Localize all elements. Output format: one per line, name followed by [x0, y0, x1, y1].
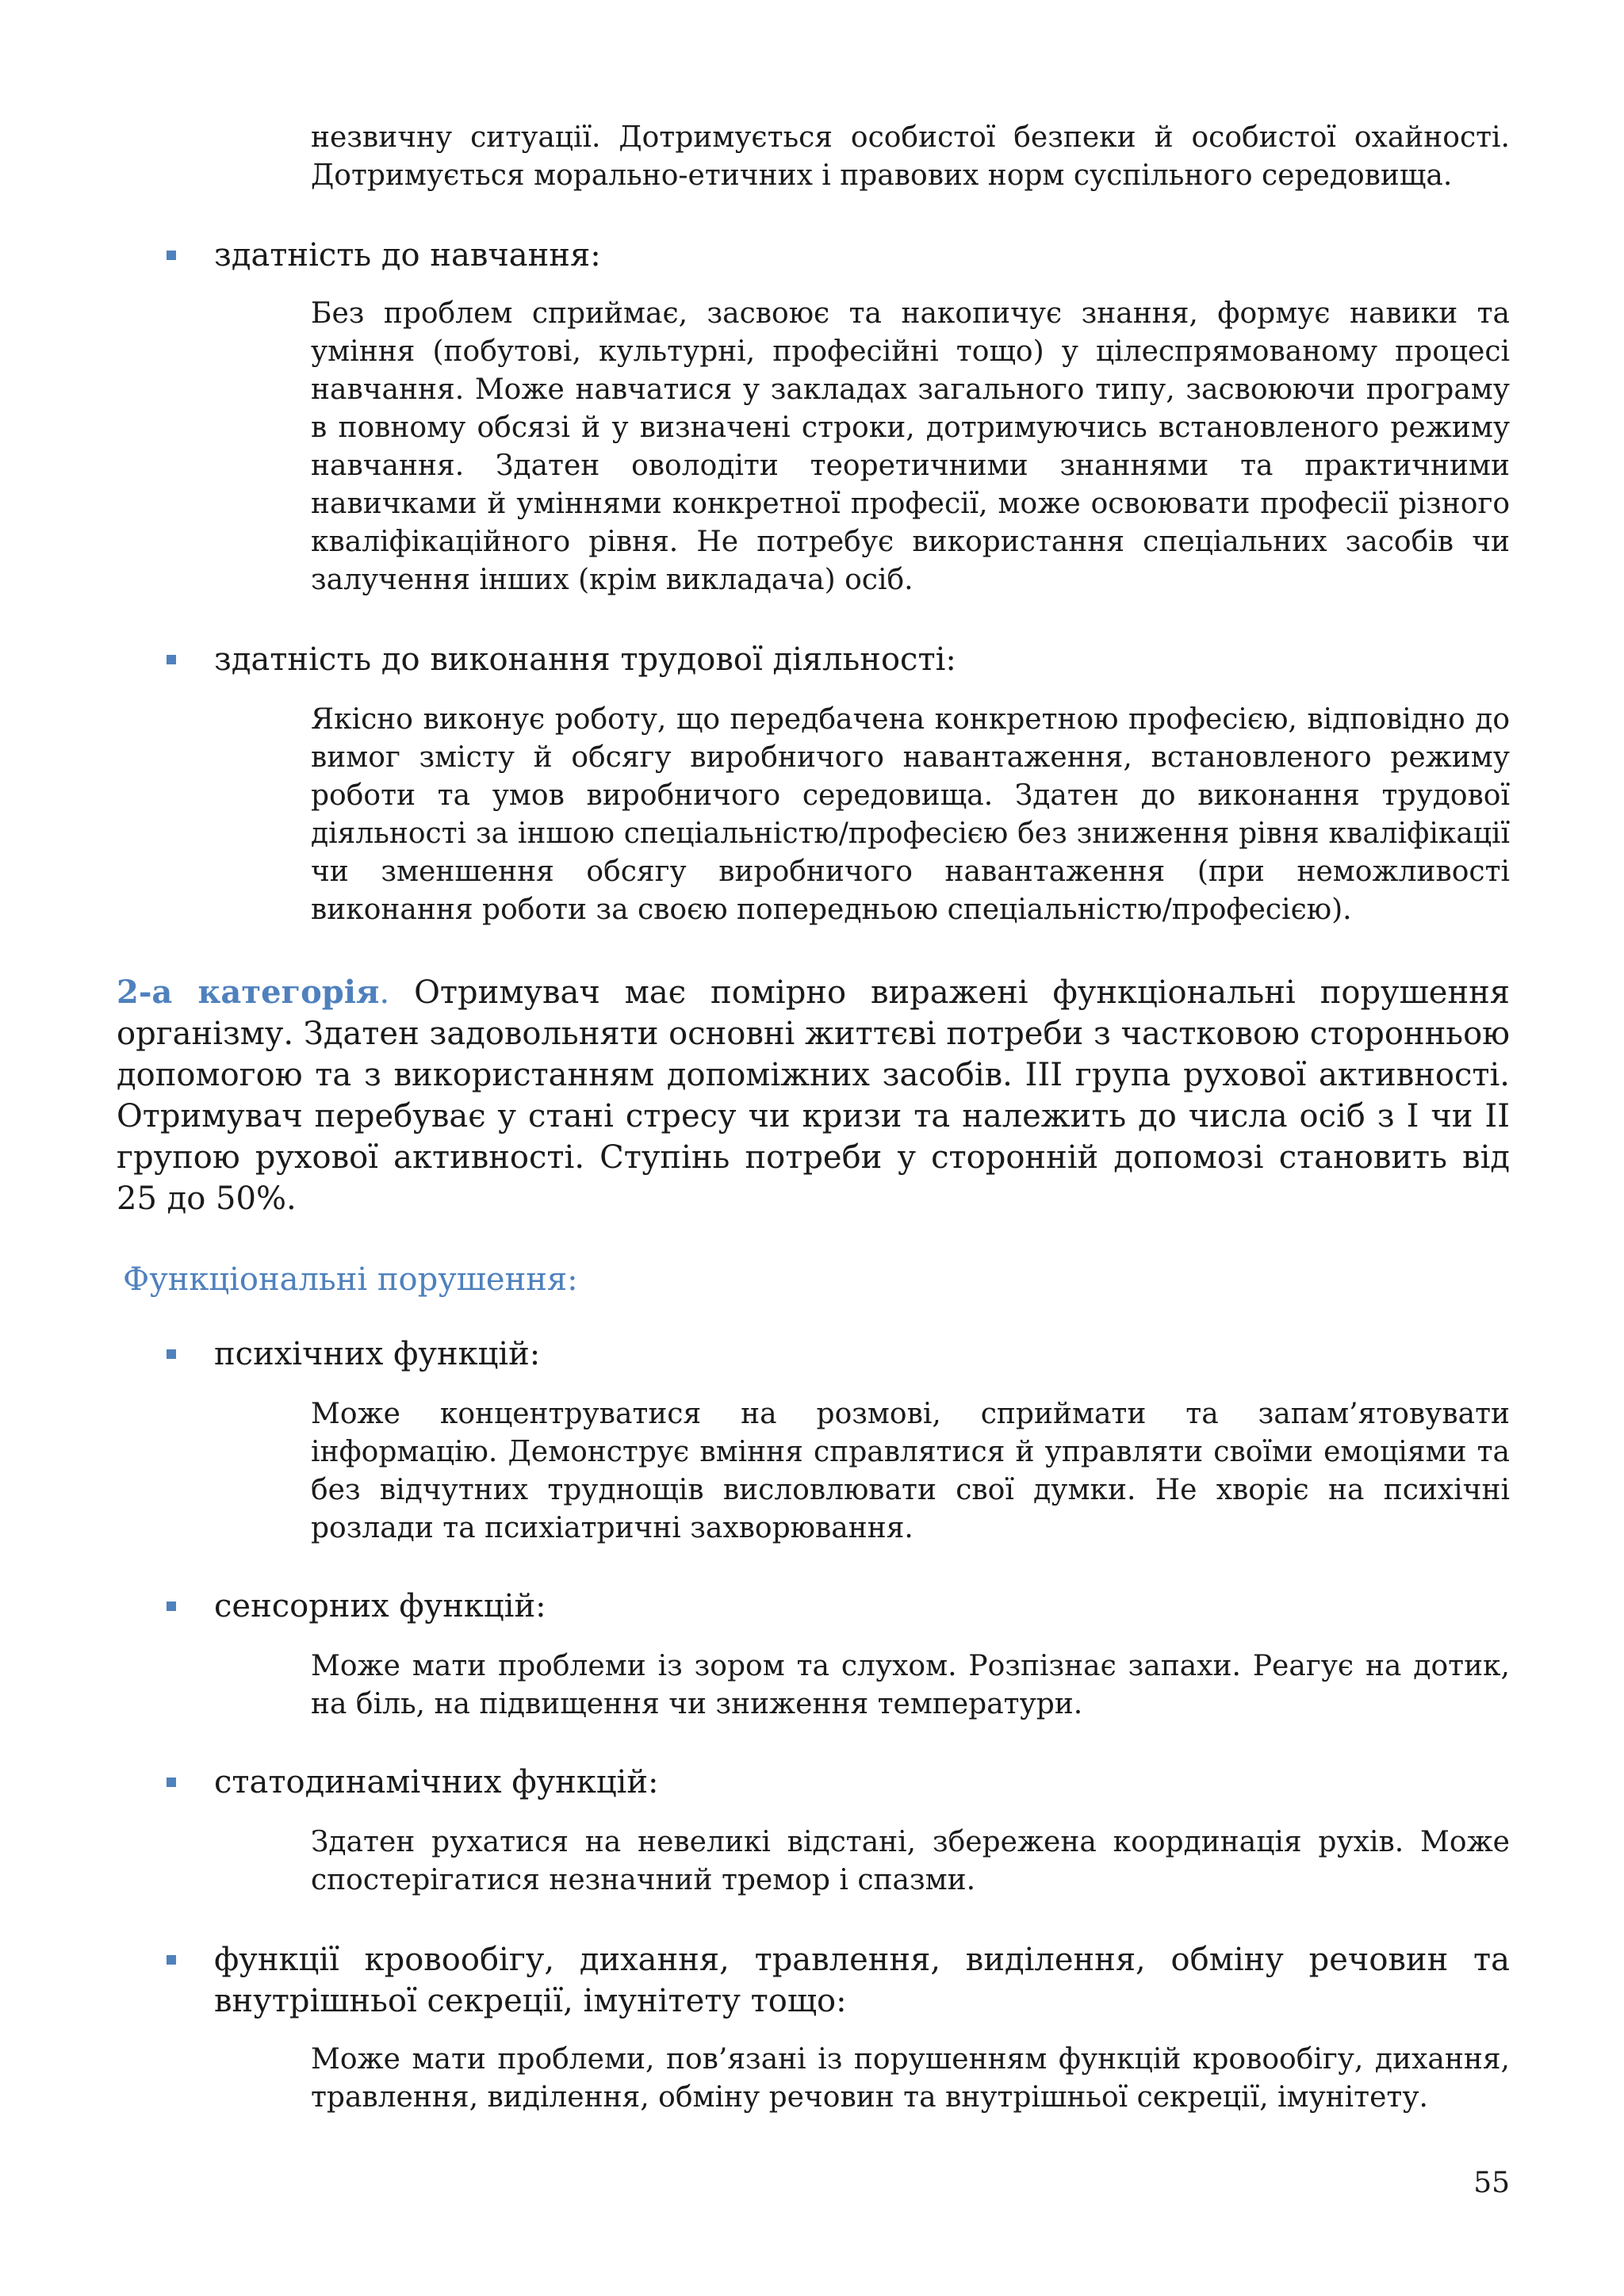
- learning-paragraph: Без проблем сприймає, засвоює та накопичує знання, формує навики та уміння (побутові, культурні, професійні тощо) у цілеспрямованому процесі навчання. Може навчатися у закладах загального типу, засвоюючи програму в повному обсязі й у визначені строки, дотримуючись встановленого режиму навчання. Здатен оволодіти теоретичними знаннями та практичними навичками й уміннями конкретної професії, може освоювати професії різного кваліфікаційного рівня. Не потребує використання спеціальних засобів чи залучення інших (крім викладача) осіб.: [311, 297, 1510, 596]
- sensory-paragraph: Може мати проблеми із зором та слухом. Розпізнає запахи. Реагує на дотик, на біль, на підвищення чи зниження температури.: [311, 1650, 1510, 1720]
- square-bullet-icon: [167, 1777, 176, 1787]
- category-title: 2-а категорія: [117, 974, 380, 1011]
- square-bullet-icon: [167, 1349, 176, 1359]
- category-paragraph: [117, 972, 1510, 1219]
- work-paragraph: Якісно виконує роботу, що передбачена конкретною професією, відповідно до вимог змісту й обсягу виробничого навантаження, встановленого режиму роботи та умов виробничого середовища. Здатен до виконання трудової діяльності за іншою спеціальністю/професією без зниження рівня кваліфікації чи зменшення обсягу виробничого навантаження (при неможливості виконання роботи за своєю попередньою спеціальністю/професією).: [311, 703, 1510, 926]
- intro-paragraph: незвичну ситуації. Дотримується особистої безпеки й особистої охайності. Дотримується морально-етичних і правових норм суспільного середовища.: [311, 121, 1510, 192]
- square-bullet-icon: [167, 1955, 176, 1965]
- category-text: Отримувач має помірно виражені функціональні порушення організму. Здатен задовольняти основні життєві потреби з частковою сторонньою допомогою та з використанням допоміжних засобів. ІІІ група рухової активності. Отримувач перебуває у стані стресу чи кризи та належить до числа осіб з І чи ІІ групою рухової активності. Ступінь потреби у сторонній допомозі становить від 25 до 50%.: [117, 974, 1510, 1217]
- bullet-mental-label: психічних функцій:: [214, 1336, 541, 1372]
- category-title-dot: .: [379, 974, 390, 1011]
- bullet-sensory: [167, 1586, 1510, 1627]
- bullet-learning-label: здатність до навчання:: [214, 237, 601, 274]
- mental-paragraph: Може концентруватися на розмові, сприймати та запам’ятовувати інформацію. Демонструє вміння справлятися й управляти своїми емоціями та без відчутних труднощів висловлювати свої думки. Не хворіє на психічні розлади та психіатричні захворювання.: [311, 1398, 1510, 1544]
- bullet-work: [167, 639, 1510, 680]
- bullet-statodynamic-label: статодинамічних функцій:: [214, 1764, 659, 1800]
- bullet-work-label: здатність до виконання трудової діяльності:: [214, 641, 956, 678]
- statodynamic-paragraph: Здатен рухатися на невеликі відстані, збережена координація рухів. Може спостерігатися незначний тремор і спазми.: [311, 1826, 1510, 1896]
- bullet-learning: [167, 235, 1510, 276]
- bullet-mental: [167, 1334, 1510, 1375]
- circulation-paragraph: Може мати проблеми, пов’язані із порушенням функцій кровообігу, дихання, травлення, виділення, обміну речовин та внутрішньої секреції, імунітету.: [311, 2043, 1510, 2114]
- square-bullet-icon: [167, 655, 176, 664]
- square-bullet-icon: [167, 1601, 176, 1611]
- impairments-heading: Функціональні порушення:: [123, 1261, 578, 1298]
- bullet-sensory-label: сенсорних функцій:: [214, 1588, 546, 1624]
- bullet-circulation-label: функції кровообігу, дихання, травлення, виділення, обміну речовин та внутрішньої секреції, імунітету тощо:: [214, 1942, 1510, 2019]
- bullet-circulation: [167, 1939, 1510, 2022]
- bullet-statodynamic: [167, 1762, 1510, 1803]
- page-number: 55: [1473, 2167, 1510, 2199]
- square-bullet-icon: [167, 251, 176, 260]
